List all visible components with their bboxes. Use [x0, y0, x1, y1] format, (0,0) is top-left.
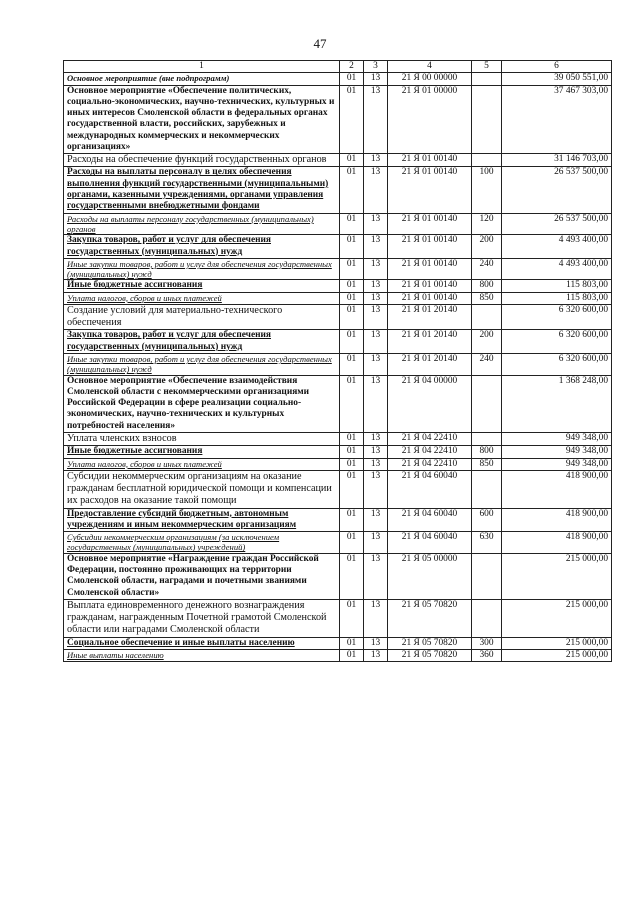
row-expense-type-cell: 240	[472, 258, 502, 280]
row-target-code-cell: 21 Я 04 22410	[388, 433, 472, 446]
row-name-cell: Субсидии некоммерческим организациям на оказание гражданам бесплатной юридической помощи и компенсации их расходов на оказание такой помощи	[64, 470, 340, 508]
row-name-cell: Уплата налогов, сборов и иных платежей	[64, 458, 340, 470]
row-expense-type-cell: 600	[472, 508, 502, 532]
row-target-code-cell: 21 Я 01 00140	[388, 280, 472, 292]
column-header: 1	[64, 61, 340, 73]
table-row	[64, 292, 612, 304]
page-number: 47	[313, 36, 327, 51]
row-name-cell: Расходы на обеспечение функций государственных органов	[64, 154, 340, 167]
row-name-cell: Иные бюджетные ассигнования	[64, 446, 340, 458]
row-section-cell: 01	[340, 553, 364, 599]
row-subsection-cell: 13	[364, 304, 388, 329]
table-row	[64, 73, 612, 85]
table-row	[64, 330, 612, 354]
row-name-cell: Уплата членских взносов	[64, 433, 340, 446]
column-header: 2	[340, 61, 364, 73]
row-amount-cell: 37 467 303,00	[502, 85, 612, 154]
table-row	[64, 167, 612, 213]
row-name-cell: Основное мероприятие «Обеспечение политических, социально-экономических, научно-технических, культурных и иных интересов Смоленской области в федеральных органах государственной власти, российских, зарубежных и международных коммерческих и некоммерческих организациях»	[64, 85, 340, 154]
row-target-code-cell: 21 Я 01 20140	[388, 304, 472, 329]
row-section-cell: 01	[340, 433, 364, 446]
row-target-code-cell: 21 Я 05 70820	[388, 649, 472, 661]
row-name-cell: Основное мероприятие «Обеспечение взаимодействия Смоленской области с некоммерческими организациями Российской Федерации в сфере реализации социально-экономических, научно-технических и культурных потребностей населения»	[64, 375, 340, 432]
row-name-cell: Иные выплаты населению	[64, 649, 340, 661]
row-section-cell: 01	[340, 470, 364, 508]
row-amount-cell: 115 803,00	[502, 280, 612, 292]
row-section-cell: 01	[340, 258, 364, 280]
row-target-code-cell: 21 Я 01 00140	[388, 235, 472, 259]
row-subsection-cell: 13	[364, 458, 388, 470]
row-expense-type-cell: 300	[472, 637, 502, 649]
row-subsection-cell: 13	[364, 154, 388, 167]
table-row	[64, 433, 612, 446]
row-target-code-cell: 21 Я 04 22410	[388, 446, 472, 458]
table-header-row	[64, 61, 612, 73]
row-section-cell: 01	[340, 154, 364, 167]
table-row	[64, 154, 612, 167]
row-section-cell: 01	[340, 280, 364, 292]
row-amount-cell: 215 000,00	[502, 553, 612, 599]
row-subsection-cell: 13	[364, 508, 388, 532]
row-name-cell: Основное мероприятие «Награждение граждан Российской Федерации, постоянно проживающих на территории Смоленской области, наградами и почетными званиями Смоленской области»	[64, 553, 340, 599]
row-name-cell: Субсидии некоммерческим организациям (за исключением государственных (муниципальных) учреждений)	[64, 532, 340, 554]
row-expense-type-cell: 100	[472, 167, 502, 213]
table-row	[64, 354, 612, 376]
row-amount-cell: 1 368 248,00	[502, 375, 612, 432]
row-amount-cell: 26 537 500,00	[502, 213, 612, 235]
row-subsection-cell: 13	[364, 167, 388, 213]
row-amount-cell: 6 320 600,00	[502, 330, 612, 354]
row-expense-type-cell: 850	[472, 458, 502, 470]
column-header: 5	[472, 61, 502, 73]
row-amount-cell: 215 000,00	[502, 637, 612, 649]
budget-table	[63, 60, 612, 662]
table-row	[64, 458, 612, 470]
table-row	[64, 304, 612, 329]
row-name-cell: Уплата налогов, сборов и иных платежей	[64, 292, 340, 304]
column-header: 3	[364, 61, 388, 73]
row-expense-type-cell	[472, 375, 502, 432]
row-target-code-cell: 21 Я 04 60040	[388, 470, 472, 508]
row-subsection-cell: 13	[364, 258, 388, 280]
row-section-cell: 01	[340, 330, 364, 354]
row-expense-type-cell: 630	[472, 532, 502, 554]
column-header: 6	[502, 61, 612, 73]
row-subsection-cell: 13	[364, 375, 388, 432]
row-section-cell: 01	[340, 85, 364, 154]
row-subsection-cell: 13	[364, 532, 388, 554]
row-subsection-cell: 13	[364, 433, 388, 446]
row-amount-cell: 26 537 500,00	[502, 167, 612, 213]
row-expense-type-cell	[472, 85, 502, 154]
row-amount-cell: 39 050 551,00	[502, 73, 612, 85]
row-expense-type-cell	[472, 304, 502, 329]
row-section-cell: 01	[340, 213, 364, 235]
row-section-cell: 01	[340, 458, 364, 470]
row-subsection-cell: 13	[364, 73, 388, 85]
row-name-cell: Выплата единовременного денежного вознаграждения гражданам, награжденным Почетной грамотой Смоленской области или наградами Смоленской области	[64, 599, 340, 637]
row-subsection-cell: 13	[364, 235, 388, 259]
row-name-cell: Расходы на выплаты персоналу в целях обеспечения выполнения функций государственными (муниципальными) органами, казенными учреждениями, органами управления государственными внебюджетными фондами	[64, 167, 340, 213]
row-expense-type-cell: 800	[472, 446, 502, 458]
row-amount-cell: 6 320 600,00	[502, 304, 612, 329]
row-expense-type-cell: 120	[472, 213, 502, 235]
row-expense-type-cell	[472, 470, 502, 508]
row-subsection-cell: 13	[364, 649, 388, 661]
row-name-cell: Основное мероприятие (вне подпрограмм)	[64, 73, 340, 85]
row-expense-type-cell: 800	[472, 280, 502, 292]
row-amount-cell: 6 320 600,00	[502, 354, 612, 376]
row-amount-cell: 4 493 400,00	[502, 235, 612, 259]
row-name-cell: Создание условий для материально-технического обеспечения	[64, 304, 340, 329]
row-target-code-cell: 21 Я 04 00000	[388, 375, 472, 432]
row-section-cell: 01	[340, 304, 364, 329]
table-row	[64, 599, 612, 637]
table-row	[64, 649, 612, 661]
row-amount-cell: 31 146 703,00	[502, 154, 612, 167]
row-target-code-cell: 21 Я 04 60040	[388, 532, 472, 554]
row-name-cell: Иные бюджетные ассигнования	[64, 280, 340, 292]
table-row	[64, 470, 612, 508]
row-section-cell: 01	[340, 73, 364, 85]
table-row	[64, 637, 612, 649]
row-expense-type-cell	[472, 553, 502, 599]
row-target-code-cell: 21 Я 01 00140	[388, 213, 472, 235]
table-row	[64, 280, 612, 292]
row-target-code-cell: 21 Я 04 60040	[388, 508, 472, 532]
table-row	[64, 235, 612, 259]
table-row	[64, 85, 612, 154]
row-amount-cell: 418 900,00	[502, 508, 612, 532]
row-section-cell: 01	[340, 354, 364, 376]
row-target-code-cell: 21 Я 05 70820	[388, 599, 472, 637]
row-subsection-cell: 13	[364, 637, 388, 649]
row-section-cell: 01	[340, 167, 364, 213]
row-subsection-cell: 13	[364, 292, 388, 304]
row-target-code-cell: 21 Я 04 22410	[388, 458, 472, 470]
row-amount-cell: 949 348,00	[502, 446, 612, 458]
table-row	[64, 532, 612, 554]
row-section-cell: 01	[340, 235, 364, 259]
row-section-cell: 01	[340, 637, 364, 649]
row-subsection-cell: 13	[364, 354, 388, 376]
row-amount-cell: 949 348,00	[502, 458, 612, 470]
row-name-cell: Закупка товаров, работ и услуг для обеспечения государственных (муниципальных) нужд	[64, 330, 340, 354]
row-amount-cell: 949 348,00	[502, 433, 612, 446]
row-expense-type-cell: 200	[472, 330, 502, 354]
row-expense-type-cell	[472, 154, 502, 167]
table-row	[64, 375, 612, 432]
table-row	[64, 446, 612, 458]
row-amount-cell: 215 000,00	[502, 599, 612, 637]
row-expense-type-cell: 850	[472, 292, 502, 304]
row-subsection-cell: 13	[364, 330, 388, 354]
table-row	[64, 553, 612, 599]
row-amount-cell: 4 493 400,00	[502, 258, 612, 280]
table-body	[64, 73, 612, 662]
row-amount-cell: 215 000,00	[502, 649, 612, 661]
row-name-cell: Иные закупки товаров, работ и услуг для обеспечения государственных (муниципальных) нужд	[64, 258, 340, 280]
row-amount-cell: 418 900,00	[502, 470, 612, 508]
row-name-cell: Расходы на выплаты персоналу государственных (муниципальных) органов	[64, 213, 340, 235]
row-expense-type-cell	[472, 73, 502, 85]
row-subsection-cell: 13	[364, 446, 388, 458]
row-amount-cell: 418 900,00	[502, 532, 612, 554]
row-section-cell: 01	[340, 599, 364, 637]
row-expense-type-cell	[472, 599, 502, 637]
row-target-code-cell: 21 Я 00 00000	[388, 73, 472, 85]
row-section-cell: 01	[340, 292, 364, 304]
row-subsection-cell: 13	[364, 85, 388, 154]
row-expense-type-cell: 240	[472, 354, 502, 376]
row-target-code-cell: 21 Я 01 00140	[388, 292, 472, 304]
row-target-code-cell: 21 Я 01 00000	[388, 85, 472, 154]
row-name-cell: Иные закупки товаров, работ и услуг для обеспечения государственных (муниципальных) нужд	[64, 354, 340, 376]
row-target-code-cell: 21 Я 01 00140	[388, 258, 472, 280]
row-amount-cell: 115 803,00	[502, 292, 612, 304]
row-target-code-cell: 21 Я 01 20140	[388, 354, 472, 376]
row-section-cell: 01	[340, 649, 364, 661]
row-section-cell: 01	[340, 508, 364, 532]
row-section-cell: 01	[340, 446, 364, 458]
row-section-cell: 01	[340, 532, 364, 554]
row-name-cell: Социальное обеспечение и иные выплаты населению	[64, 637, 340, 649]
table-row	[64, 508, 612, 532]
column-header: 4	[388, 61, 472, 73]
row-name-cell: Закупка товаров, работ и услуг для обеспечения государственных (муниципальных) нужд	[64, 235, 340, 259]
row-subsection-cell: 13	[364, 599, 388, 637]
row-target-code-cell: 21 Я 05 00000	[388, 553, 472, 599]
row-expense-type-cell: 360	[472, 649, 502, 661]
row-expense-type-cell: 200	[472, 235, 502, 259]
row-subsection-cell: 13	[364, 553, 388, 599]
row-target-code-cell: 21 Я 01 00140	[388, 167, 472, 213]
row-target-code-cell: 21 Я 01 20140	[388, 330, 472, 354]
row-target-code-cell: 21 Я 05 70820	[388, 637, 472, 649]
row-target-code-cell: 21 Я 01 00140	[388, 154, 472, 167]
row-subsection-cell: 13	[364, 470, 388, 508]
table-row	[64, 213, 612, 235]
row-subsection-cell: 13	[364, 280, 388, 292]
row-subsection-cell: 13	[364, 213, 388, 235]
row-expense-type-cell	[472, 433, 502, 446]
table-row	[64, 258, 612, 280]
row-section-cell: 01	[340, 375, 364, 432]
row-name-cell: Предоставление субсидий бюджетным, автономным учреждениям и иным некоммерческим организациям	[64, 508, 340, 532]
